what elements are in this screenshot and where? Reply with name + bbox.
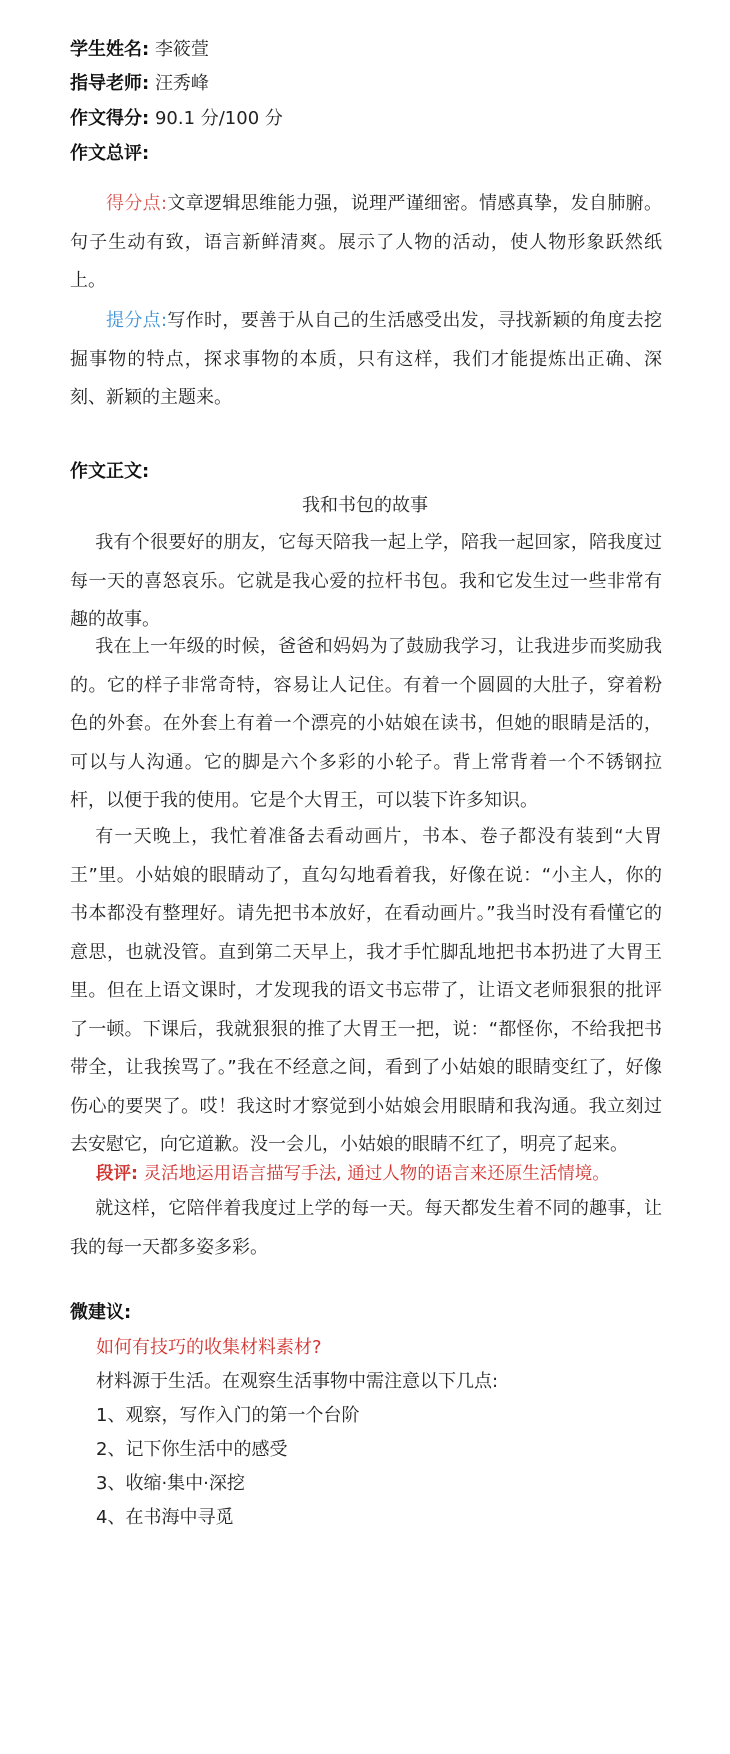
improve-points-paragraph	[70, 302, 662, 418]
advice-item: 2、记下你生活中的感受	[96, 1439, 288, 1460]
paragraph-critique	[96, 1162, 696, 1186]
essay-title: 我和书包的故事	[302, 495, 428, 516]
essay-paragraph-4: 就这样，它陪伴着我度过上学的每一天。每天都发生着不同的趣事，让我的每一天都多姿多彩。	[70, 1198, 662, 1258]
teacher-label: 指导老师:	[70, 73, 150, 94]
student-name-label: 学生姓名:	[70, 39, 150, 60]
student-name-row	[70, 38, 209, 62]
essay-heading: 作文正文:	[70, 461, 150, 482]
advice-intro: 材料源于生活。在观察生活事物中需注意以下几点:	[96, 1371, 499, 1392]
score-points-text: 文章逻辑思维能力强，说理严谨细密。情感真挚，发自肺腑。句子生动有致，语言新鲜清爽。展示了人物的活动，使人物形象跃然纸上。	[70, 193, 662, 291]
improve-points-text: 写作时，要善于从自己的生活感受出发，寻找新颖的角度去挖掘事物的特点，探求事物的本质，只有这样，我们才能提炼出正确、深刻、新颖的主题来。	[70, 310, 662, 408]
review-heading: 作文总评:	[70, 143, 150, 164]
essay-paragraph-1: 我有个很要好的朋友，它每天陪我一起上学，陪我一起回家，陪我度过每一天的喜怒哀乐。它就是我心爱的拉杆书包。我和它发生过一些非常有趣的故事。	[70, 532, 662, 630]
student-name-value: 李筱萱	[154, 39, 209, 60]
essay-paragraph-3: 有一天晚上，我忙着准备去看动画片，书本、卷子都没有装到“大胃王”里。小姑娘的眼睛动了，直勾勾地看着我，好像在说：“小主人，你的书本都没有整理好。请先把书本放好，在看动画片。”我当时没有看懂它的意思，也就没管。直到第二天早上，我才手忙脚乱地把书本扔进了大胃王里。但在上语文课时，才发现我的语文书忘带了，让语文老师狠狠的批评了一顿。下课后，我就狠狠的推了大胃王一把，说：“都怪你，不给我把书带全，让我挨骂了。”我在不经意之间，看到了小姑娘的眼睛变红了，好像伤心的要哭了。哎！我这时才察觉到小姑娘会用眼睛和我沟通。我立刻过去安慰它，向它道歉。没一会儿，小姑娘的眼睛不红了，明亮了起来。	[70, 826, 662, 1155]
score-row	[70, 107, 283, 131]
advice-item: 1、观察，写作入门的第一个台阶	[96, 1405, 360, 1426]
essay-paragraph-2: 我在上一年级的时候，爸爸和妈妈为了鼓励我学习，让我进步而奖励我的。它的样子非常奇特，容易让人记住。有着一个圆圆的大肚子，穿着粉色的外套。在外套上有着一个漂亮的小姑娘在读书，但她的眼睛是活的，可以与人沟通。它的脚是六个多彩的小轮子。背上常背着一个不锈钢拉杆，以便于我的使用。它是个大胃王，可以装下许多知识。	[70, 636, 662, 811]
score-value: 90.1 分/100 分	[154, 108, 283, 129]
score-points-paragraph	[70, 185, 662, 301]
critique-text: 灵活地运用语言描写手法, 通过人物的语言来还原生活情境。	[143, 1164, 610, 1184]
advice-heading: 微建议:	[70, 1302, 132, 1323]
score-points-label: 得分点:	[106, 193, 168, 214]
advice-item: 4、在书海中寻觅	[96, 1507, 234, 1528]
improve-points-label: 提分点:	[106, 310, 168, 331]
advice-item: 3、收缩·集中·深挖	[96, 1473, 245, 1494]
critique-label: 段评:	[96, 1164, 138, 1184]
advice-question: 如何有技巧的收集材料素材?	[96, 1337, 322, 1358]
teacher-row	[70, 72, 209, 96]
score-label: 作文得分:	[70, 108, 150, 129]
teacher-value: 汪秀峰	[154, 73, 209, 94]
